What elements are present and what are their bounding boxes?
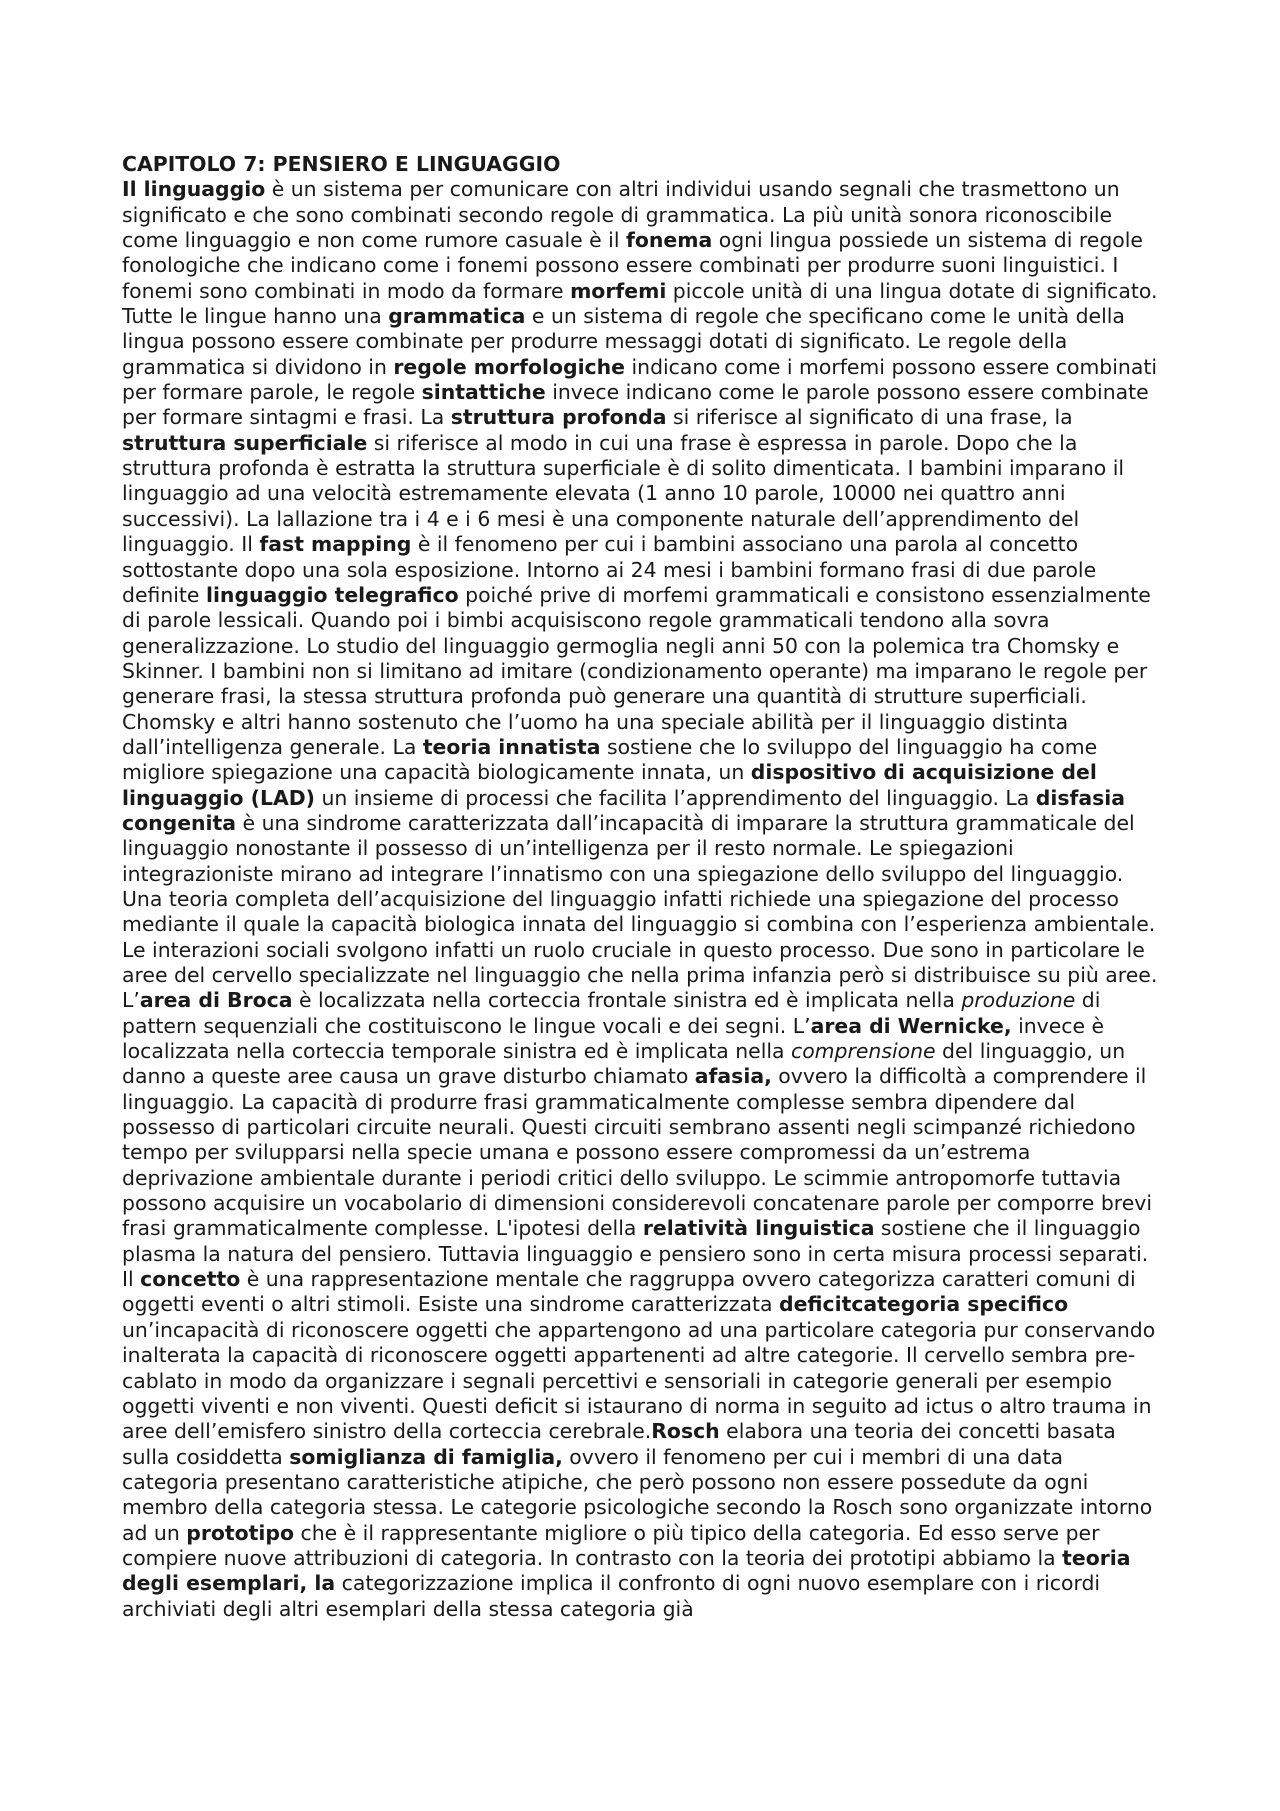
text-run: elabora una teoria dei concetti basata sulla cosiddetta bbox=[122, 1419, 1116, 1469]
text-run: di pattern sequenziali che costituiscono le lingue vocali e dei segni. L’ bbox=[122, 988, 1101, 1038]
text-run: sostiene che lo sviluppo del linguaggio ha come migliore spiegazione una capacità biologicamente innata, un bbox=[122, 734, 1098, 785]
bold-term: struttura profonda bbox=[450, 405, 667, 430]
bold-term: regole morfologiche bbox=[393, 354, 625, 379]
text-run: si riferisce al modo in cui una frase è espressa in parole. Dopo che la struttura profonda è estratta la struttura superficiale è di solito dimenticata. I bambini imparano il linguaggio ad una velocità estremamente elevata (1 anno 10 parole, 10000 nei quattro anni successivi). La lallazione tra i 4 e i 6 mesi è una componente naturale dell’apprendimento del linguaggio. Il bbox=[122, 430, 1125, 557]
text-run: piccole unità di una lingua dotate di significato. Tutte le lingue hanno una bbox=[122, 278, 1158, 329]
text-run: indicano come i morfemi possono essere combinati per formare parole, le regole bbox=[122, 354, 1157, 405]
bold-term: teoria innatista bbox=[422, 734, 601, 759]
bold-term: afasia, bbox=[694, 1064, 772, 1089]
bold-term: relatività linguistica bbox=[642, 1216, 875, 1241]
bold-term: somiglianza di famiglia, bbox=[289, 1444, 563, 1469]
text-run: che è il rappresentante migliore o più tipico della categoria. Ed esso serve per compiere nuove attribuzioni di categoria. In contrasto con la teoria dei prototipi abbiamo la bbox=[122, 1520, 1100, 1570]
text-run: un’incapacità di riconoscere oggetti che appartengono ad una particolare categoria pur conservando inalterata la capacità di riconoscere oggetti appartenenti ad altre categorie. Il cervello sembra pre-cablato in modo da organizzare i segnali percettivi e sensoriali in categorie generali per esempio oggetti viventi e non viventi. Questi deficit si istaurano di norma in seguito ad ictus o altro trauma in aree dell’emisfero sinistro della corteccia cerebrale. bbox=[122, 1317, 1156, 1444]
bold-term: struttura superficiale bbox=[122, 430, 368, 455]
bold-term: fast mapping bbox=[259, 532, 412, 557]
text-run: è una rappresentazione mentale che raggruppa ovvero categorizza caratteri comuni di oggetti eventi o altri stimoli. Esiste una sindrome caratterizzata bbox=[122, 1267, 1136, 1317]
text-run: categorizzazione implica il confronto di ogni nuovo esemplare con i ricordi archiviati degli altri esemplari della stessa categoria già bbox=[122, 1571, 1101, 1621]
italic-term: comprensione bbox=[791, 1039, 936, 1064]
bold-term: grammatica bbox=[388, 304, 526, 329]
bold-term: area di Broca bbox=[139, 988, 293, 1013]
bold-term: disfasia congenita bbox=[122, 785, 1126, 835]
page-content bbox=[122, 152, 1162, 1622]
text-run: è una sindrome caratterizzata dall’incapacità di imparare la struttura grammaticale del linguaggio nonostante il possesso di un’intelligenza per il resto normale. Le spiegazioni integrazioniste mirano ad integrare l’innatismo con una spiegazione dello sviluppo del linguaggio. Una teoria completa dell’acquisizione del linguaggio infatti richiede una spiegazione del processo mediante il quale la capacità biologica innata del linguaggio si combina con l’esperienza ambientale. Le interazioni sociali svolgono infatti un ruolo cruciale in questo processo. Due sono in particolare le aree del cervello specializzate nel linguaggio che nella prima infanzia però si distribuisce su più aree. L’ bbox=[122, 810, 1158, 1013]
text-run: si riferisce al significato di una frase, la bbox=[666, 405, 1073, 430]
text-run: è il fenomeno per cui i bambini associano una parola al concetto sottostante dopo una sola esposizione. Intorno ai 24 mesi i bambini formano frasi di due parole definite bbox=[122, 532, 1097, 607]
chapter-title: CAPITOLO 7: PENSIERO E LINGUAGGIO bbox=[122, 152, 561, 176]
bold-term: teoria degli esemplari, la bbox=[122, 1545, 1131, 1596]
bold-term: Rosch bbox=[651, 1419, 720, 1444]
bold-term: fonema bbox=[626, 228, 713, 253]
body-paragraph bbox=[122, 177, 1162, 1622]
text-run: sostiene che il linguaggio plasma la natura del pensiero. Tuttavia linguaggio e pensiero sono in certa misura processi separati. Il bbox=[122, 1216, 1149, 1292]
bold-term: sintattiche bbox=[421, 380, 546, 405]
text-run: un insieme di processi che facilita l’apprendimento del linguaggio. La bbox=[315, 785, 1036, 810]
text-run: invece indicano come le parole possono essere combinate per formare sintagmi e frasi. La bbox=[122, 380, 1149, 430]
bold-term: dispositivo di acquisizione del linguaggio (LAD) bbox=[122, 760, 1097, 810]
bold-term: linguaggio telegrafico bbox=[205, 582, 459, 607]
text-run: del linguaggio, un danno a queste aree causa un grave disturbo chiamato bbox=[122, 1039, 1126, 1089]
bold-term: deficitcategoria specifico bbox=[778, 1292, 1069, 1317]
text-run: ovvero la difficoltà a comprendere il linguaggio. La capacità di produrre frasi grammaticalmente complesse sembra dipendere dal possesso di particolari circuite neurali. Questi circuiti sembrano assenti negli scimpanzé richiedono tempo per svilupparsi nella specie umana e possono essere compromessi da un’estrema deprivazione ambientale durante i periodi critici dello sviluppo. Le scimmie antropomorfe tuttavia possono acquisire un vocabolario di dimensioni considerevoli concatenare parole per comporre brevi frasi grammaticalmente complesse. L'ipotesi della bbox=[122, 1064, 1152, 1241]
text-run: invece è localizzata nella corteccia temporale sinistra ed è implicata nella bbox=[122, 1013, 1105, 1064]
bold-term: Il linguaggio bbox=[122, 177, 266, 202]
bold-term: morfemi bbox=[570, 278, 667, 303]
text-run: è localizzata nella corteccia frontale sinistra ed è implicata nella bbox=[292, 988, 962, 1013]
text-run: e un sistema di regole che specificano come le unità della lingua possono essere combinate per produrre messaggi dotati di significato. Le regole della grammatica si dividono in bbox=[122, 304, 1125, 379]
text-run: poiché prive di morfemi grammaticali e consistono essenzialmente di parole lessicali. Quando poi i bimbi acquisiscono regole grammaticali tendono alla sovra generalizzazione. Lo studio del linguaggio germoglia negli anni 50 con la polemica tra Chomsky e Skinner. I bambini non si limitano ad imitare (condizionamento operante) ma imparano le regole per generare frasi, la stessa struttura profonda può generare una quantità di strutture superficiali. Chomsky e altri hanno sostenuto che l’uomo ha una speciale abilità per il linguaggio distinta dall’intelligenza generale. La bbox=[122, 582, 1151, 759]
bold-term: concetto bbox=[140, 1267, 241, 1292]
bold-term: prototipo bbox=[186, 1520, 295, 1545]
bold-term: area di Wernicke, bbox=[810, 1013, 1012, 1038]
italic-term: produzione bbox=[961, 988, 1076, 1013]
text-run: ogni lingua possiede un sistema di regole fonologiche che indicano come i fonemi possono essere combinati per produrre suoni linguistici. I fonemi sono combinati in modo da formare bbox=[122, 228, 1143, 303]
text-run: ovvero il fenomeno per cui i membri di una data categoria presentano caratteristiche atipiche, che però possono non essere possedute da ogni membro della categoria stessa. Le categorie psicologiche secondo la Rosch sono organizzate intorno ad un bbox=[122, 1444, 1153, 1545]
text-run: è un sistema per comunicare con altri individui usando segnali che trasmettono un significato e che sono combinati secondo regole di grammatica. La più unità sonora riconoscibile come linguaggio e non come rumore casuale è il bbox=[122, 177, 1120, 253]
